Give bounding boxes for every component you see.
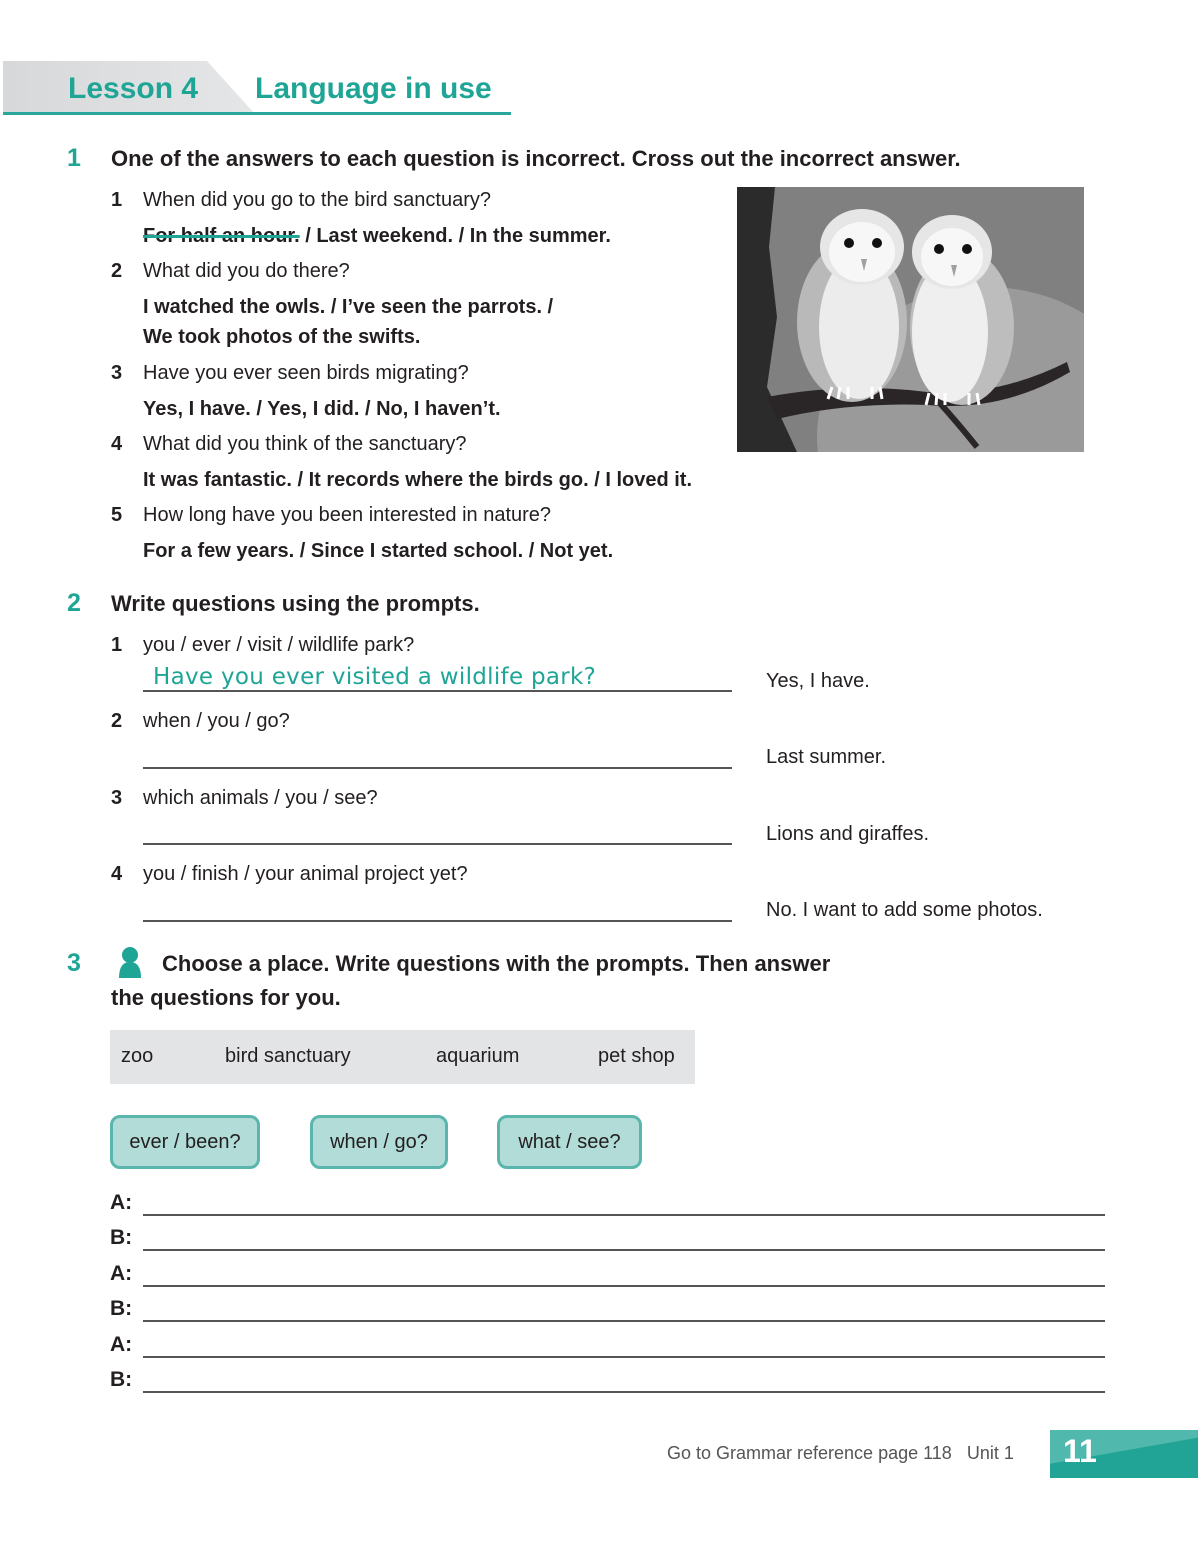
ex2-item-1-prompt: you / ever / visit / wildlife park?: [143, 634, 415, 656]
dialogue-label: A:: [110, 1333, 133, 1356]
person-icon: [116, 946, 144, 978]
ex2-item-1-reply: Yes, I have.: [766, 670, 870, 692]
ex1-item-4-question: What did you think of the sanctuary?: [143, 433, 467, 455]
exercise-1-instruction: One of the answers to each question is incorrect. Cross out the incorrect answer.: [111, 146, 961, 171]
ex2-item-2-prompt: when / you / go?: [143, 710, 290, 732]
remaining-answers: / Last weekend. / In the summer.: [299, 225, 611, 247]
ex2-item-1-answer-line[interactable]: [143, 690, 732, 692]
ex1-item-3-answers[interactable]: Yes, I have. / Yes, I did. / No, I haven’t.: [143, 398, 501, 420]
ex2-item-2-reply: Last summer.: [766, 746, 887, 768]
dialogue-line[interactable]: [143, 1285, 1105, 1287]
ex1-item-3-number: 3: [111, 362, 123, 384]
dialogue-line[interactable]: [143, 1320, 1105, 1322]
header-underline: [3, 112, 511, 115]
ex1-item-4-answers[interactable]: It was fantastic. / It records where the birds go. / I loved it.: [143, 469, 693, 491]
page-number: 11: [1063, 1433, 1097, 1469]
ex1-item-5-number: 5: [111, 504, 123, 526]
ex2-item-4-number: 4: [111, 863, 123, 885]
ex1-item-2-question: What did you do there?: [143, 260, 350, 282]
ex1-item-1-question: When did you go to the bird sanctuary?: [143, 189, 491, 211]
ex2-item-3-reply: Lions and giraffes.: [766, 823, 930, 845]
ex2-item-4-answer-line[interactable]: [143, 920, 732, 922]
exercise-1-number: 1: [67, 144, 81, 172]
ex1-item-5-answers[interactable]: For a few years. / Since I started school. / Not yet.: [143, 540, 614, 562]
dialogue-line[interactable]: [143, 1391, 1105, 1393]
ex2-item-4-prompt: you / finish / your animal project yet?: [143, 863, 468, 885]
exercise-2-number: 2: [67, 589, 81, 617]
ex1-item-2-answers-line2[interactable]: We took photos of the swifts.: [143, 326, 421, 348]
dialogue-label: B:: [110, 1368, 133, 1391]
lesson-number: Lesson 4: [68, 72, 199, 105]
dialogue-line[interactable]: [143, 1249, 1105, 1251]
ex2-item-1-number: 1: [111, 634, 123, 656]
places-box: [110, 1030, 695, 1084]
dialogue-line[interactable]: [143, 1356, 1105, 1358]
exercise-3-instruction-line1: Choose a place. Write questions with the prompts. Then answer: [162, 951, 831, 976]
grammar-reference-link[interactable]: Go to Grammar reference page 118: [667, 1443, 952, 1463]
prompt-card: what / see?: [497, 1115, 642, 1169]
crossed-out-answer[interactable]: For half an hour.: [143, 225, 300, 247]
dialogue-line[interactable]: [143, 1214, 1105, 1216]
dialogue-label: A:: [110, 1262, 133, 1285]
footer-reference: [667, 1443, 1014, 1464]
ex2-item-2-number: 2: [111, 710, 123, 732]
ex2-item-3-answer-line[interactable]: [143, 843, 732, 845]
ex1-item-2-answers-line1[interactable]: I watched the owls. / I’ve seen the parrots. /: [143, 296, 554, 318]
exercise-3-number: 3: [67, 949, 81, 977]
dialogue-label: B:: [110, 1297, 133, 1320]
exercise-3-instruction-line2: the questions for you.: [111, 985, 341, 1010]
ex2-item-4-reply: No. I want to add some photos.: [766, 899, 1043, 921]
place-option[interactable]: bird sanctuary: [225, 1045, 351, 1067]
ex2-item-3-number: 3: [111, 787, 123, 809]
ex2-item-2-answer-line[interactable]: [143, 767, 732, 769]
prompt-card: ever / been?: [110, 1115, 260, 1169]
place-option[interactable]: zoo: [121, 1045, 154, 1067]
unit-label: Unit 1: [966, 1443, 1014, 1463]
ex1-item-3-question: Have you ever seen birds migrating?: [143, 362, 469, 384]
prompt-card: when / go?: [310, 1115, 448, 1169]
ex1-item-2-number: 2: [111, 260, 123, 282]
ex2-item-3-prompt: which animals / you / see?: [143, 787, 378, 809]
ex1-item-1-number: 1: [111, 189, 123, 211]
owls-illustration: [737, 187, 1084, 452]
ex1-item-1-answers: [143, 225, 611, 248]
ex1-item-5-question: How long have you been interested in nature?: [143, 504, 552, 526]
dialogue-label: B:: [110, 1226, 133, 1249]
ex2-item-1-written-answer[interactable]: Have you ever visited a wildlife park?: [153, 664, 597, 690]
dialogue-label: A:: [110, 1191, 133, 1214]
place-option[interactable]: pet shop: [598, 1045, 675, 1067]
place-option[interactable]: aquarium: [436, 1045, 520, 1067]
exercise-2-instruction: Write questions using the prompts.: [111, 591, 480, 616]
lesson-title: Language in use: [255, 72, 492, 105]
ex1-item-4-number: 4: [111, 433, 123, 455]
